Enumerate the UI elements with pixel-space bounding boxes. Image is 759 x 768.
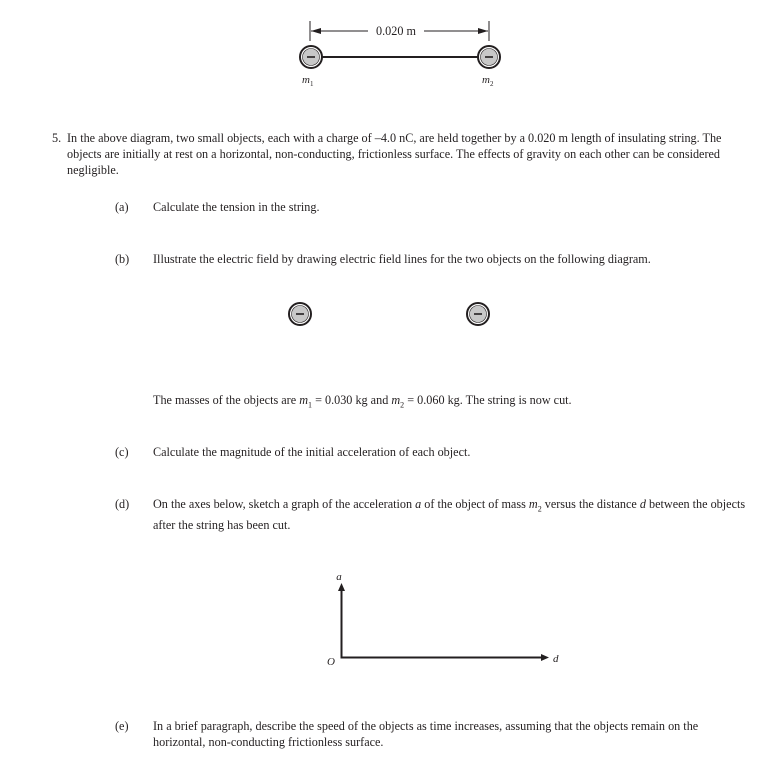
- field-diagram: [280, 296, 500, 336]
- y-axis-arrow: [338, 583, 345, 591]
- charge-m1: [300, 46, 322, 68]
- origin-label: O: [327, 656, 335, 668]
- distance-label: 0.020 m: [376, 24, 416, 38]
- mass2-label: $m_2$: [482, 74, 494, 88]
- part-c-label: (c): [115, 445, 129, 459]
- part-a-label: (a): [115, 200, 129, 214]
- question-number: 5.: [52, 131, 62, 145]
- part-d-label: (d): [115, 497, 130, 511]
- y-axis-label: a: [336, 571, 342, 583]
- question-text: In the above diagram, two small objects, each with a charge of –4.0 nC, are held together by a 0.020 m length of insulating string. The objects are initially at rest on a horizontal, non-conducting, frictionless surface. The effects of gravity on each other can be considered negligible.: [67, 131, 722, 177]
- graph-axes: [320, 565, 570, 675]
- mass1-label: $m_1$: [302, 74, 314, 88]
- part-c-text: Calculate the magnitude of the initial acceleration of each object.: [153, 445, 471, 459]
- charge-left: [289, 303, 311, 325]
- part-e-text: In a brief paragraph, describe the speed of the objects as time increases, assuming that the objects remain on the horizontal, non-conducting frictionless surface.: [153, 719, 699, 749]
- masses-text: The masses of the objects are $m_1 = 0.030$ kg and $m_2 = 0.060$ kg. The string is now cut.: [153, 393, 572, 410]
- part-b-label: (b): [115, 252, 130, 266]
- x-axis-arrow: [541, 654, 549, 661]
- part-b-text: Illustrate the electric field by drawing electric field lines for the two objects on the following diagram.: [153, 252, 651, 266]
- arrowhead-left: [311, 28, 321, 34]
- part-d-text: On the axes below, sketch a graph of the acceleration a of the object of mass $m_2$ versus the distance d between the objects after the string has been cut.: [153, 497, 746, 533]
- x-axis-label: d: [553, 653, 559, 665]
- charge-m2: [478, 46, 500, 68]
- top-diagram: [0, 0, 759, 100]
- arrowhead-right: [478, 28, 488, 34]
- charge-right: [467, 303, 489, 325]
- part-e-label: (e): [115, 719, 129, 733]
- part-a-text: Calculate the tension in the string.: [153, 200, 320, 214]
